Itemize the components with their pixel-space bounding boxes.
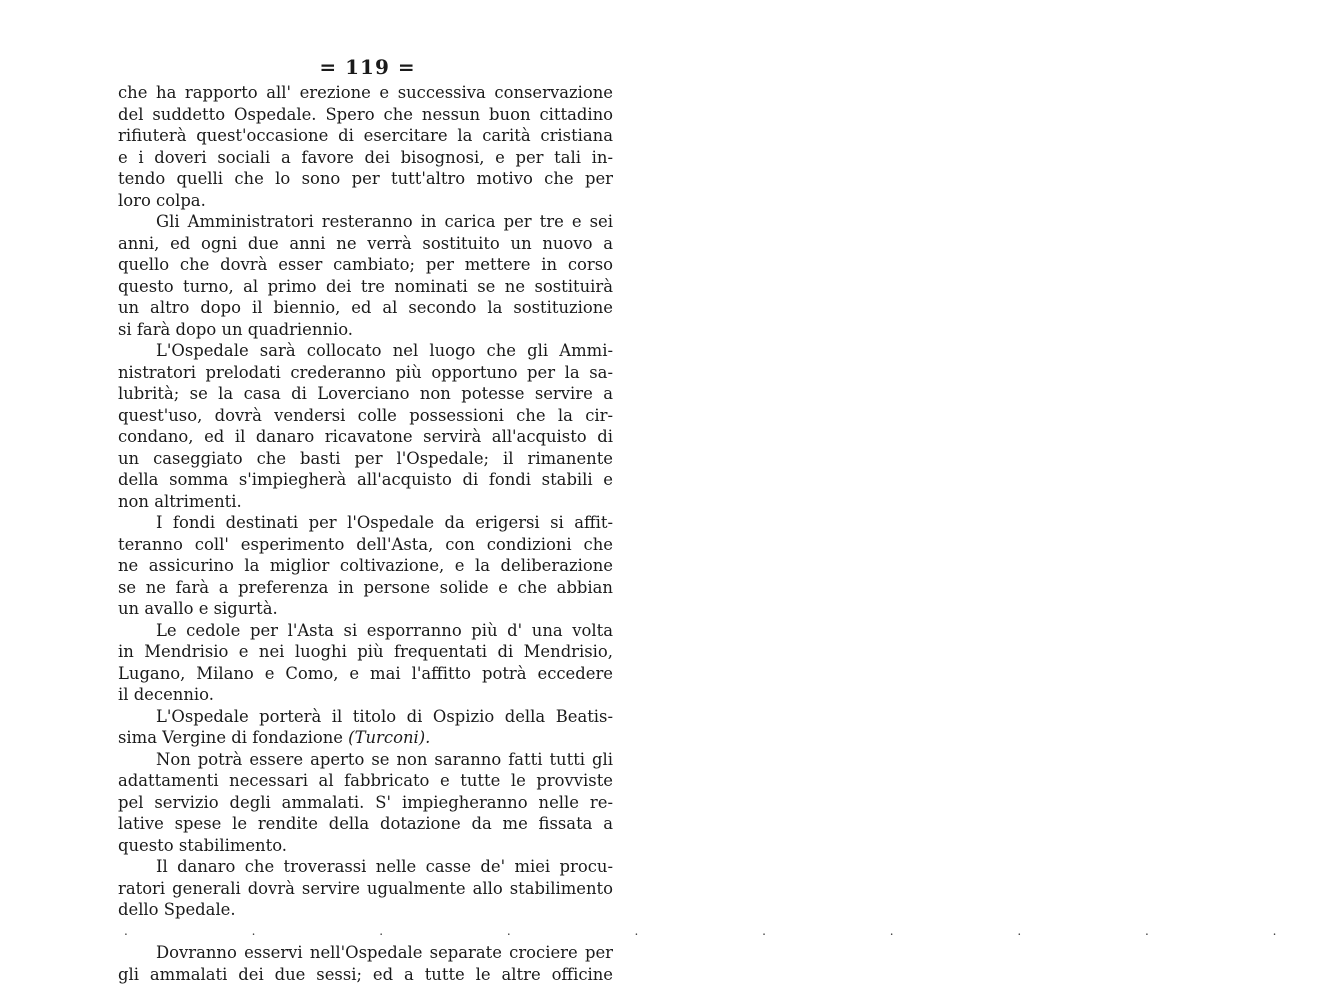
paragraph-start: I fondi destinati per l'Ospedale da erigersi si affit- — [156, 513, 613, 532]
text-line: della somma s'impiegherà all'acquisto di fondi stabili e — [118, 470, 613, 489]
text-line: adattamenti necessari al fabbricato e tutte le provviste — [118, 771, 613, 790]
text-line: quest'uso, dovrà vendersi colle possessioni che la cir- — [118, 405, 613, 425]
omission-dots: . . . . . . . . . . — [124, 923, 1336, 938]
paragraph-start: L'Ospedale porterà il titolo di Ospizio della Beatis- — [156, 706, 613, 726]
paragraph-start: Il danaro che troverassi nelle casse de' miei procu- — [156, 857, 613, 876]
body-text — [118, 82, 1336, 985]
text-line: questo turno, al primo dei tre nominati se ne sostituirà — [118, 276, 613, 296]
text-line: il decennio. — [118, 685, 214, 704]
italic-name: (Turconi). — [348, 728, 431, 747]
text-line: lative spese le rendite della dotazione da me fissata a — [118, 814, 613, 833]
text-line — [118, 727, 613, 749]
text-line: un altro dopo il biennio, ed al secondo la sostituzione — [118, 298, 613, 317]
text-line: se ne farà a preferenza in persone solide e che abbian — [118, 577, 613, 597]
text-line: rifiuterà quest'occasione di esercitare la carità cristiana — [118, 126, 613, 145]
page-number: = 119 = — [319, 55, 416, 79]
text-line: del suddetto Ospedale. Spero che nessun buon cittadino — [118, 104, 613, 124]
text-line: ratori generali dovrà servire ugualmente allo stabilimento — [118, 878, 613, 898]
text-line: anni, ed ogni due anni ne verrà sostituito un nuovo a — [118, 233, 613, 253]
paragraph-start: Dovranno esservi nell'Ospedale separate crociere per — [156, 943, 613, 962]
text-line: che ha rapporto all' erezione e successiva conservazione — [118, 83, 613, 102]
text-line: non altrimenti. — [118, 491, 242, 511]
text-line: loro colpa. — [118, 190, 206, 210]
text-fragment: sima Vergine di fondazione — [118, 728, 343, 747]
text-line: dello Spedale. — [118, 900, 236, 919]
text-line: quello che dovrà esser cambiato; per mettere in corso — [118, 255, 613, 274]
text-line: e i doveri sociali a favore dei bisognosi, e per tali in- — [118, 147, 613, 167]
text-line: un caseggiato che basti per l'Ospedale; il rimanente — [118, 448, 613, 468]
text-line: si farà dopo un quadriennio. — [118, 319, 354, 339]
text-line: questo stabilimento. — [118, 835, 287, 855]
paragraph-start: Non potrà essere aperto se non saranno fatti tutti gli — [156, 749, 613, 769]
text-line: ne assicurino la miglior coltivazione, e la deliberazione — [118, 556, 613, 575]
paragraph-start: Le cedole per l'Asta si esporranno più d' una volta — [156, 620, 613, 640]
text-line: tendo quelli che lo sono per tutt'altro motivo che per — [118, 169, 613, 188]
text-line: nistratori prelodati crederanno più opportuno per la sa- — [118, 362, 613, 382]
text-line: un avallo e sigurtà. — [118, 599, 278, 618]
text-line: Lugano, Milano e Como, e mai l'affitto potrà eccedere — [118, 663, 613, 683]
text-line: lubrità; se la casa di Loverciano non potesse servire a — [118, 384, 613, 403]
text-line: condano, ed il danaro ricavatone servirà all'acquisto di — [118, 427, 613, 446]
text-line: pel servizio degli ammalati. S' impiegheranno nelle re- — [118, 792, 613, 812]
paragraph-start: Gli Amministratori resteranno in carica per tre e sei — [156, 212, 613, 231]
paragraph-start: L'Ospedale sarà collocato nel luogo che gli Ammi- — [156, 341, 613, 360]
text-line: gli ammalati dei due sessi; ed a tutte le altre officine — [118, 964, 613, 984]
text-line: teranno coll' esperimento dell'Asta, con condizioni che — [118, 534, 613, 554]
text-line: in Mendrisio e nei luoghi più frequentati di Mendrisio, — [118, 642, 613, 661]
